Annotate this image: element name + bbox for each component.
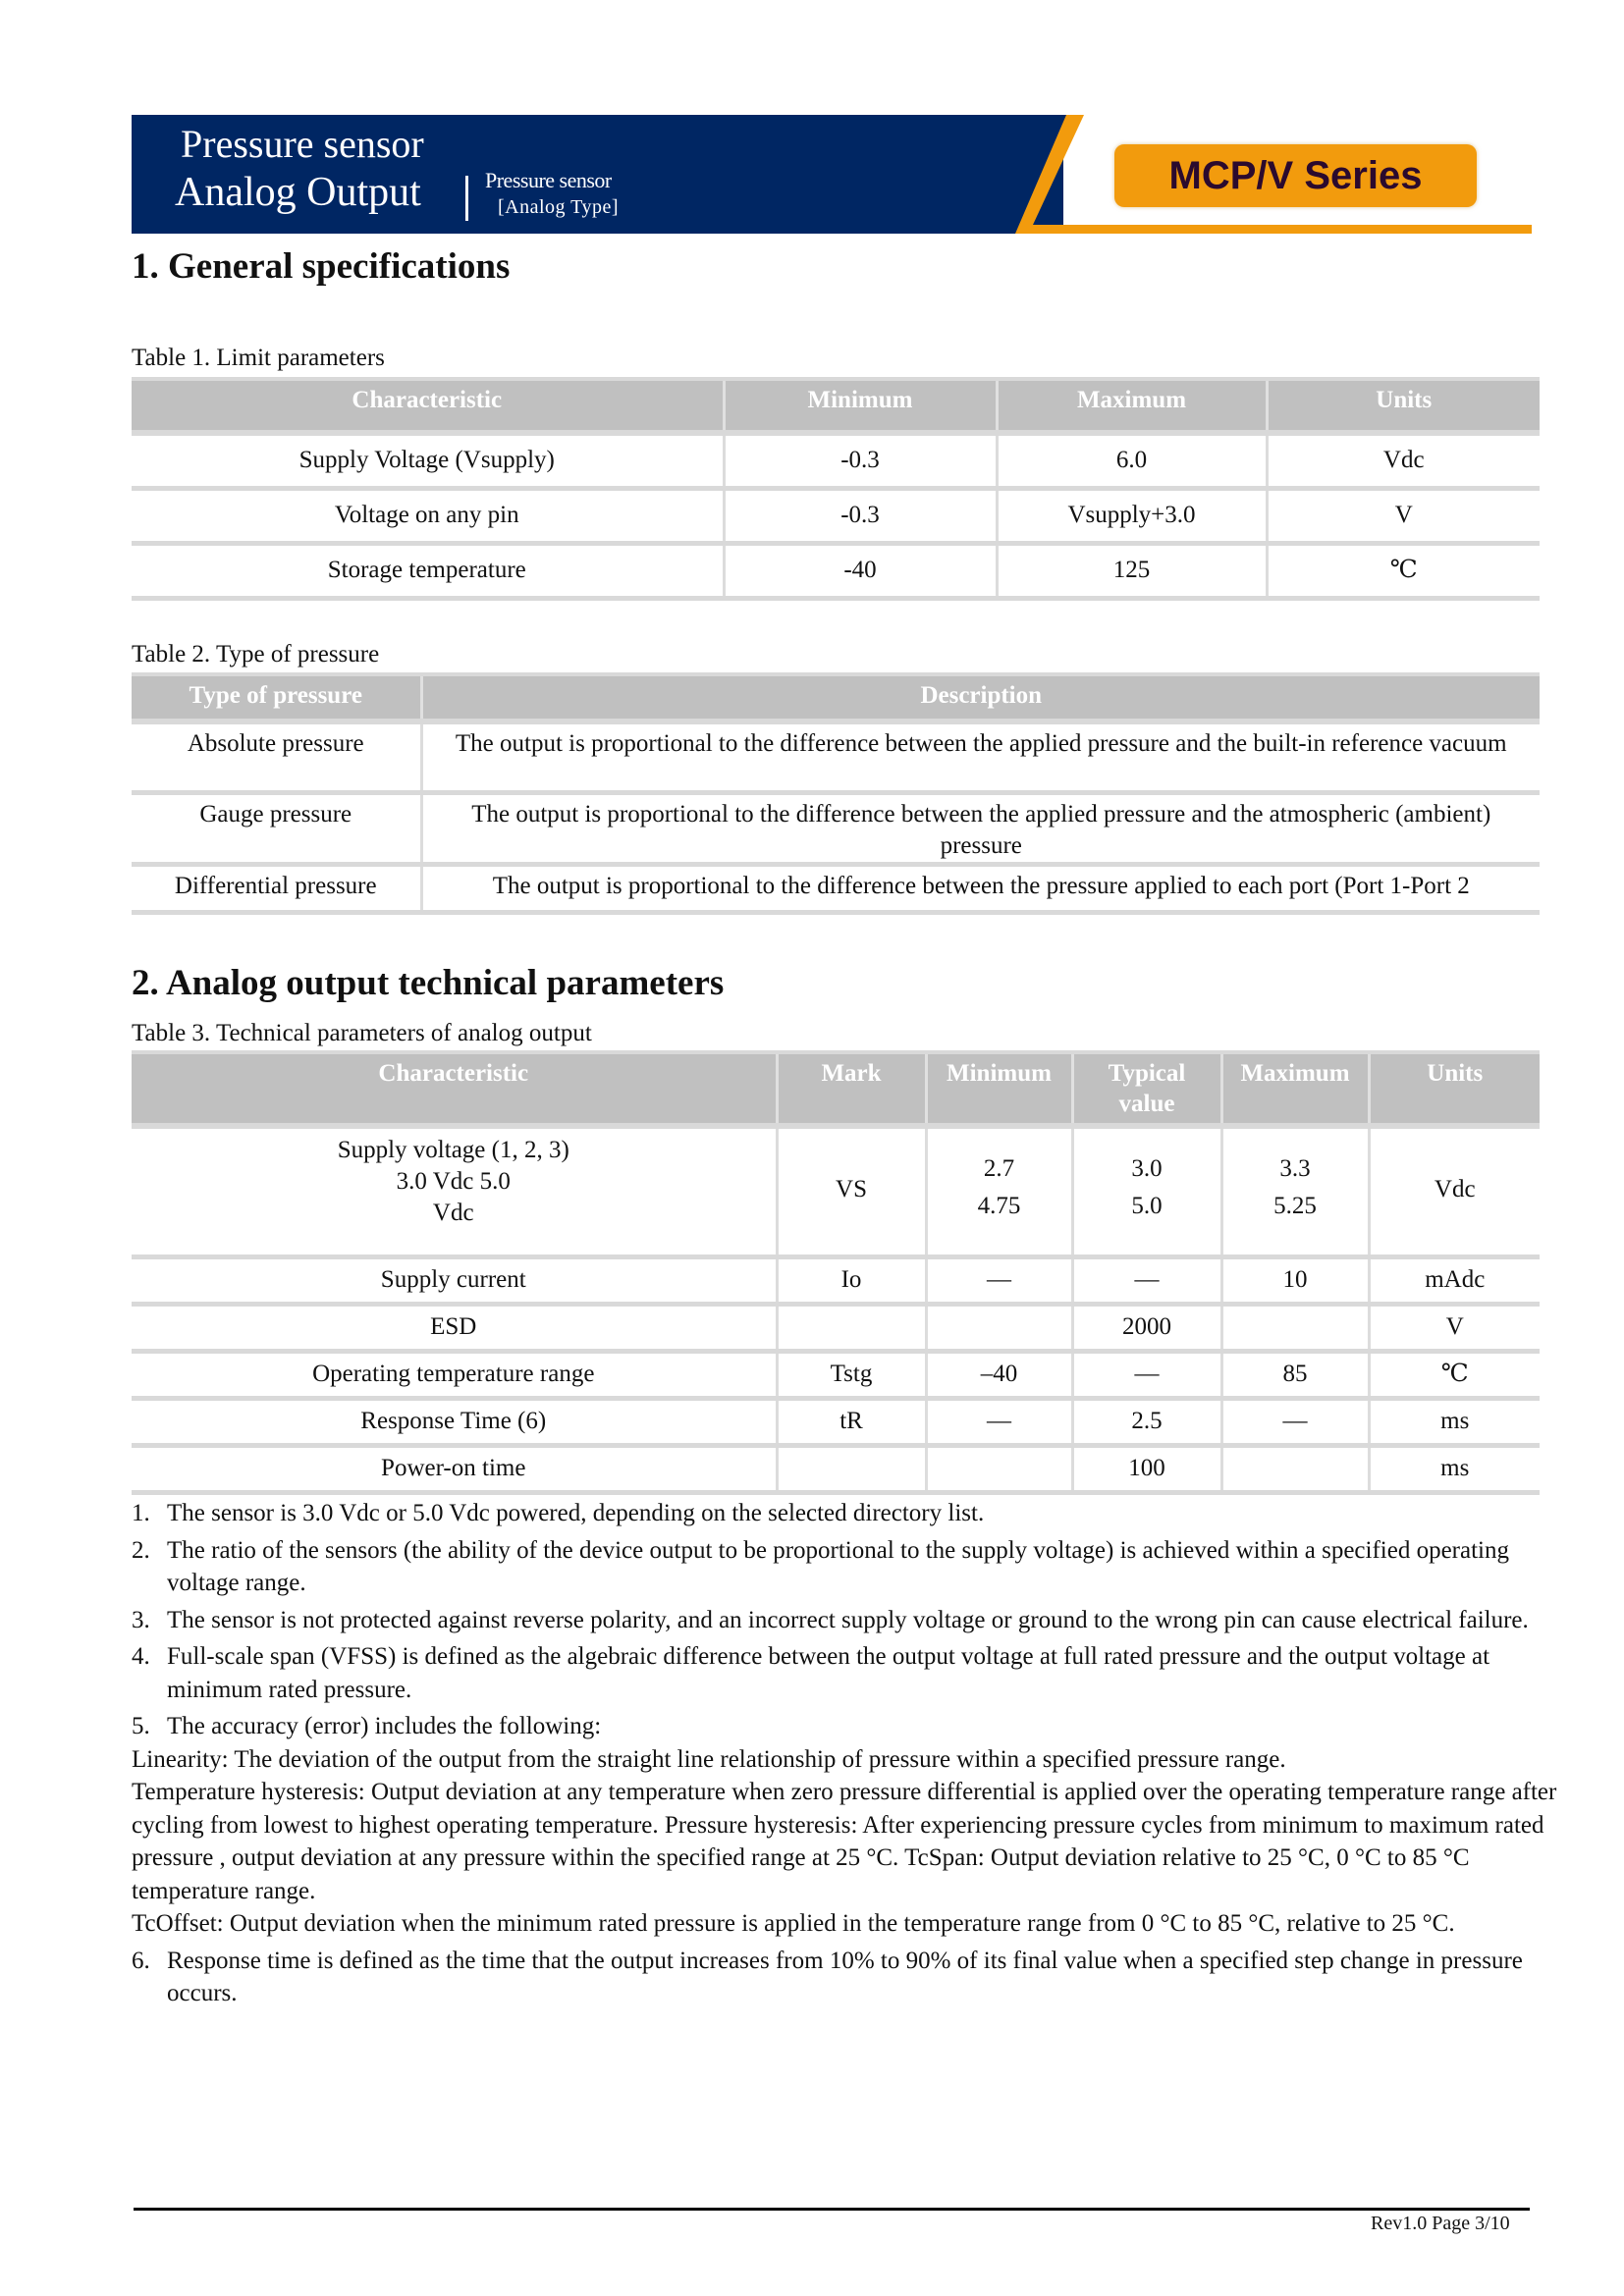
column-header: Units [1267,379,1540,433]
table-cell: V [1369,1304,1540,1351]
table-cell: ms [1369,1445,1540,1492]
table-cell [1221,1445,1369,1492]
footnote-number: 2. [132,1536,150,1564]
footnotes [132,1497,1575,2010]
table-cell: Absolute pressure [132,721,421,792]
table-cell [1221,1126,1369,1256]
column-header: Minimum [926,1052,1072,1126]
table-cell: 2.5 [1072,1398,1221,1445]
table-cell: ms [1369,1398,1540,1445]
cell-line: 3.3 [1279,1155,1311,1182]
column-header: Typical value [1072,1052,1221,1126]
table-header-row [132,674,1540,721]
table-cell: Differential pressure [132,864,421,912]
page-number: Rev1.0 Page 3/10 [1371,2213,1510,2234]
column-header: Description [421,674,1540,721]
banner-subtitle-line1: Pressure sensor [485,168,612,192]
cell-line: 2.7 [983,1155,1015,1182]
table-cell: 125 [997,543,1267,598]
table-cell: Supply current [132,1256,777,1304]
footnote-1 [132,1497,1575,1530]
cell-line: 3.0 [1131,1155,1163,1182]
section-heading-general-specifications: 1. General specifications [132,246,511,287]
footnote-text: Response time is defined as the time that the output increases from 10% to 90% of its final value when a specified step change in pressure occurs. [167,1947,1523,2006]
table-row [132,792,1540,864]
accuracy-tcoffset: TcOffset: Output deviation when the minimum rated pressure is applied in the temperature range from 0 °C to 85 °C, relative to 25 °C. [132,1910,1455,1937]
column-header: Characteristic [132,1052,777,1126]
footnote-text: The sensor is not protected against reverse polarity, and an incorrect supply voltage or ground to the wrong pin can cause electrical failure. [167,1606,1529,1633]
table-row [132,488,1540,543]
footnote-number: 1. [132,1500,150,1526]
table-row [132,1304,1540,1351]
series-badge: MCP/V Series [1114,144,1477,207]
table-cell: -0.3 [724,488,997,543]
table-cell: tR [777,1398,926,1445]
cell-line: Supply voltage (1, 2, 3) [337,1137,569,1163]
cell-line: Vdc [432,1200,474,1226]
table-cell: Operating temperature range [132,1351,777,1398]
table-cell: — [926,1398,1072,1445]
table-cell: 10 [1221,1256,1369,1304]
column-header: Mark [777,1052,926,1126]
table-cell: 85 [1221,1351,1369,1398]
table-cell [926,1126,1072,1256]
table-row [132,1445,1540,1492]
table-cell: ℃ [1369,1351,1540,1398]
table-header-row [132,379,1540,433]
footnote-number: 6. [132,1947,150,1974]
table-row [132,1256,1540,1304]
footnote-3 [132,1604,1575,1637]
table-cell: Vdc [1267,433,1540,488]
section-heading-analog-output: 2. Analog output technical parameters [132,963,725,1003]
table2-caption: Table 2. Type of pressure [132,641,380,667]
table-row-supply-voltage [132,1126,1540,1256]
table-row [132,1351,1540,1398]
table-cell: Storage temperature [132,543,724,598]
table-cell: Vsupply+3.0 [997,488,1267,543]
table-cell: VS [777,1126,926,1256]
banner-subtitle-line2: [Analog Type] [498,196,620,218]
footnote-text: The accuracy (error) includes the following: [167,1713,602,1739]
table-row [132,864,1540,912]
table-cell: Power-on time [132,1445,777,1492]
table-cell: The output is proportional to the difference between the applied pressure and the built-in reference vacuum [421,721,1540,792]
table-cell [777,1445,926,1492]
footnote-text: The sensor is 3.0 Vdc or 5.0 Vdc powered, depending on the selected directory list. [167,1500,985,1526]
table3-caption: Table 3. Technical parameters of analog output [132,1020,592,1046]
table-row [132,433,1540,488]
footnote-number: 4. [132,1643,150,1670]
footnote-text: The ratio of the sensors (the ability of the device output to be proportional to the supply voltage) is achieved within a specified operating voltage range. [167,1536,1509,1596]
table-cell: Response Time (6) [132,1398,777,1445]
table-cell: V [1267,488,1540,543]
cell-line: 3.0 Vdc 5.0 [396,1168,511,1195]
table-cell: ESD [132,1304,777,1351]
table-cell [926,1445,1072,1492]
column-header: Characteristic [132,379,724,433]
table-cell [777,1304,926,1351]
table-cell: — [926,1256,1072,1304]
table1-caption: Table 1. Limit parameters [132,345,385,371]
table-cell: Supply Voltage (Vsupply) [132,433,724,488]
table-cell [1221,1304,1369,1351]
table-header-row [132,1052,1540,1126]
table-cell [1072,1126,1221,1256]
banner-title-line2: Analog Output [175,170,421,215]
footer-divider [134,2208,1530,2211]
table-row [132,1398,1540,1445]
table-cell: Tstg [777,1351,926,1398]
footnote-4 [132,1640,1575,1706]
header-banner [132,115,1532,234]
column-header: Minimum [724,379,997,433]
column-header: Units [1369,1052,1540,1126]
column-header: Type of pressure [132,674,421,721]
footnote-5 [132,1710,1575,1743]
table-cell: Voltage on any pin [132,488,724,543]
footnote-text: Full-scale span (VFSS) is defined as the algebraic difference between the output voltage at full rated pressure and the output voltage at minimum rated pressure. [167,1643,1490,1703]
table-cell: 2000 [1072,1304,1221,1351]
table-cell: Gauge pressure [132,792,421,864]
table-cell [132,1126,777,1256]
footnote-number: 3. [132,1606,150,1633]
banner-separator [465,176,468,221]
table-cell: The output is proportional to the difference between the applied pressure and the atmospheric (ambient) pressure [421,792,1540,864]
table-cell: mAdc [1369,1256,1540,1304]
footnote-2 [132,1534,1575,1600]
table-cell [926,1304,1072,1351]
table-cell: Io [777,1256,926,1304]
column-header: Maximum [997,379,1267,433]
table-cell: -40 [724,543,997,598]
footnote-6 [132,1945,1575,2010]
table-cell: — [1072,1351,1221,1398]
table-cell: –40 [926,1351,1072,1398]
pressure-type-table [132,672,1540,915]
table-cell: 100 [1072,1445,1221,1492]
cell-line: 5.0 [1131,1193,1163,1219]
table-cell: The output is proportional to the difference between the pressure applied to each port (Port 1-Port 2 [421,864,1540,912]
technical-parameters-table [132,1050,1540,1495]
accuracy-hysteresis: Temperature hysteresis: Output deviation at any temperature when zero pressure differential is applied over the operating temperature range after cycling from lowest to highest operating temperature. Pressure hysteresis: After experiencing pressure cycles from minimum to maximum rated pressure , output deviation at any pressure within the specified range at 25 °C. TcSpan: Output deviation relative to 25 °C, 0 °C to 85 °C temperature range. [132,1779,1557,1904]
table-cell: — [1221,1398,1369,1445]
table-row [132,543,1540,598]
table-row [132,721,1540,792]
table-cell: Vdc [1369,1126,1540,1256]
accuracy-linearity: Linearity: The deviation of the output from the straight line relationship of pressure within a specified pressure range. [132,1745,1286,1773]
table-cell: -0.3 [724,433,997,488]
table-cell: — [1072,1256,1221,1304]
limit-parameters-table [132,377,1540,601]
cell-line: 4.75 [977,1193,1021,1219]
footnote-number: 5. [132,1713,150,1739]
column-header: Maximum [1221,1052,1369,1126]
banner-title-line1: Pressure sensor [181,122,424,166]
cell-line: 5.25 [1273,1193,1317,1219]
table-cell: ℃ [1267,543,1540,598]
table-cell: 6.0 [997,433,1267,488]
